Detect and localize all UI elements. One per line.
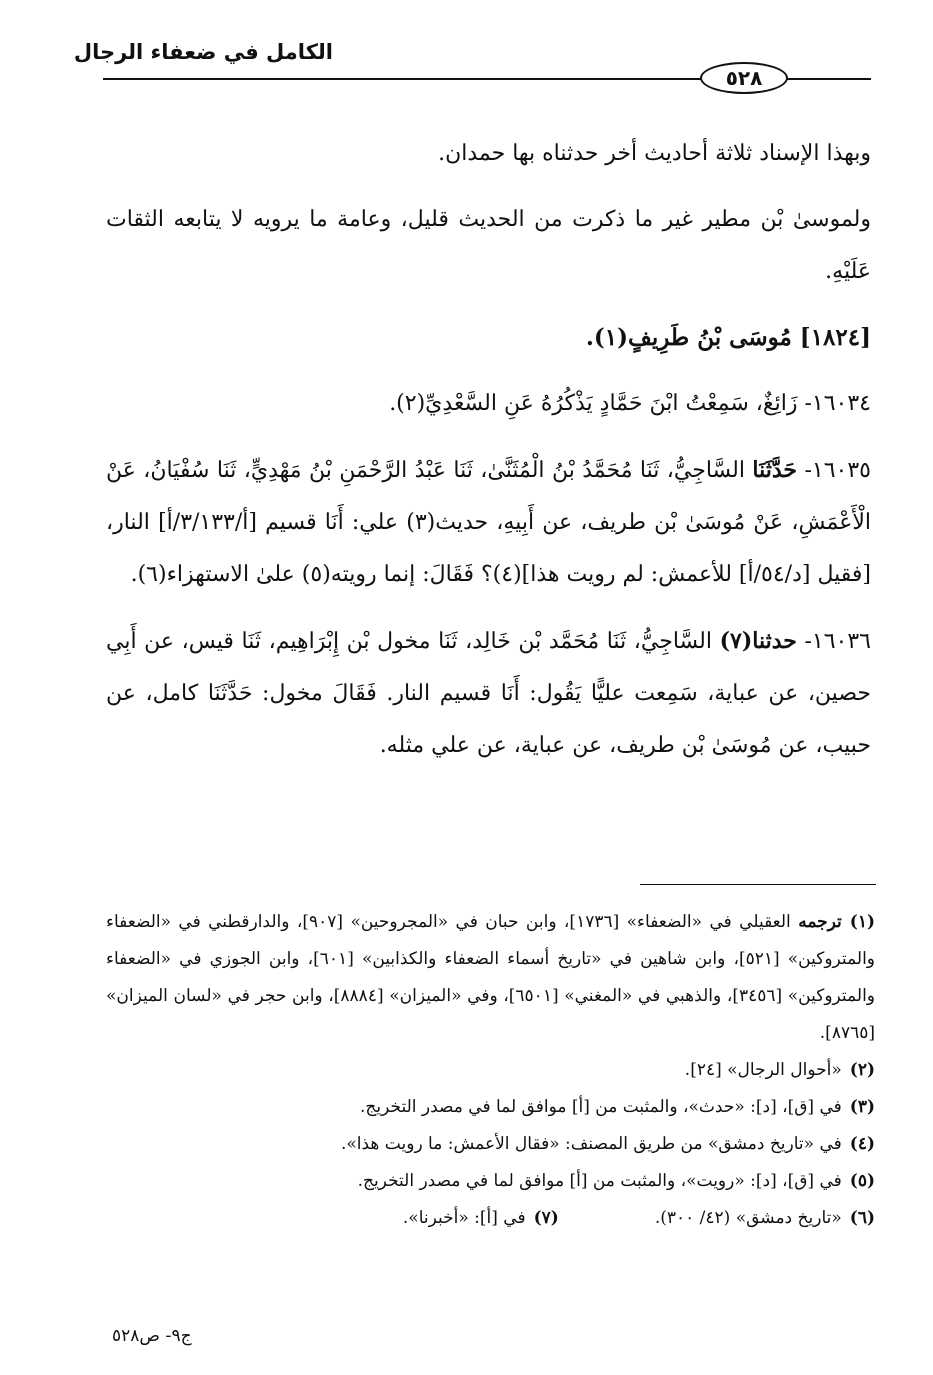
hadith-number: ١٦٠٣٥- [804, 458, 871, 483]
footnote-separator [640, 884, 876, 885]
footnote-number: (٣) [849, 1097, 875, 1117]
footnote-text: في [ق]، [د]: «حدث»، والمثبت من [أ] موافق لما في مصدر التخريج. [359, 1097, 842, 1117]
footnote-number: (٦) [849, 1208, 875, 1228]
footnote-row-6-7 [106, 1200, 875, 1237]
footnote-text: العقيلي في «الضعفاء» [١٧٣٦]، وابن حبان في «المجروحين» [٩٠٧]، والدارقطني في «الضعفاء والمتروكين» [٥٢١]، وابن شاهين في «تاريخ أسماء الضعفاء والكذابين» [٦٠١]، وابن الجوزي في «الضعفاء والمتروكين» [٣٤٥٦]، والذهبي في «المغني» [٦٥٠١]، وفي «الميزان» [٨٨٨٤]، وابن حجر في «لسان الميزان» [٨٧٦٥]. [106, 912, 875, 1043]
main-text [106, 128, 871, 772]
footnote-lead: ترجمه [798, 912, 842, 932]
paragraph-isnad: وبهذا الإسناد ثلاثة أحاديث أخر حدثناه بها حمدان. [438, 141, 871, 166]
entry-heading: [١٨٢٤] مُوسَى بْنُ طَرِيفٍ(١). [585, 324, 871, 351]
footnote-number: (١) [849, 912, 875, 932]
footnote-6 [655, 1200, 875, 1237]
footnote-text: «أحوال الرجال» [٢٤]. [684, 1060, 842, 1080]
footnote-7 [403, 1200, 559, 1237]
footnote-5 [106, 1163, 875, 1200]
footnote-1 [106, 904, 875, 1052]
footnote-text: في [ق]، [د]: «رويت»، والمثبت من [أ] موافق لما في مصدر التخريج. [357, 1171, 842, 1191]
page-number: ٥٢٨ [700, 62, 788, 94]
footnote-number: (٧) [533, 1208, 559, 1228]
footnote-number: (٥) [849, 1171, 875, 1191]
running-title: الكامل في ضعفاء الرجال [73, 40, 333, 64]
footnote-3 [106, 1089, 875, 1126]
footnote-text: في «تاريخ دمشق» من طريق المصنف: «فقال الأعمش: ما رويت هذا». [340, 1134, 842, 1154]
footnote-4 [106, 1126, 875, 1163]
narration-keyword: حَدَّثَنَا [752, 457, 798, 483]
hadith-text: السَّاجِيُّ، ثَنَا مُحَمَّدُ بْنُ الْمُثَنَّىٰ، ثَنَا عَبْدُ الرَّحْمَنِ بْنُ مَهْدِيٍّ، ثَنَا سُفْيَانُ، عَنْ الْأَعْمَشِ، عَنْ مُوسَىٰ بْن طريف، عن أَبِيهِ، حديث(٣) علي: أَنَا قسيم [أ/٣/١٣٣/أ] النار، [فقيل [د/٥٤/أ] للأعمش: لم رويت هذا](٤)؟ فَقَالَ: إنما رويته(٥) علىٰ الاستهزاء(٦). [106, 458, 872, 587]
volume-page-signature: ج٩- ص٥٢٨ [112, 1326, 192, 1346]
hadith-16035 [106, 444, 871, 601]
hadith-16036 [106, 615, 871, 772]
hadith-16034: ١٦٠٣٤- زَائِغٌ، سَمِعْتُ ابْنَ حَمَّادٍ يَذْكُرُهُ عَنِ السَّعْدِيِّ(٢). [389, 391, 871, 416]
paragraph-musa-ibn-mutair: ولموسىٰ بْن مطير غير ما ذكرت من الحديث قليل، وعامة ما يرويه لا يتابعه الثقات عَلَيْهِ. [106, 207, 871, 284]
footnote-number: (٢) [849, 1060, 875, 1080]
footnote-text: في [أ]: «أخبرنا». [402, 1208, 526, 1228]
footnote-text: «تاريخ دمشق» (٤٢/ ٣٠٠). [654, 1208, 842, 1228]
footnote-number: (٤) [849, 1134, 875, 1154]
footnote-2 [106, 1052, 875, 1089]
narration-keyword: حدثنا(٧) [719, 628, 797, 654]
footnotes [106, 904, 875, 1237]
hadith-number: ١٦٠٣٦- [804, 629, 871, 654]
hadith-text: السَّاجِيُّ، ثَنَا مُحَمَّد بْن خَالِد، ثَنَا مخول بْن إِبْرَاهِيم، ثَنَا قيس، عن أَبِي حصين، عن عباية، سَمِعت عليًّا يَقُول: أَنَا قسيم النار. فَقَالَ مخول: حَدَّثَنَا كامل، عن حبيب، عن مُوسَىٰ بْن طريف، عن عباية، عن علي مثله. [106, 629, 871, 758]
